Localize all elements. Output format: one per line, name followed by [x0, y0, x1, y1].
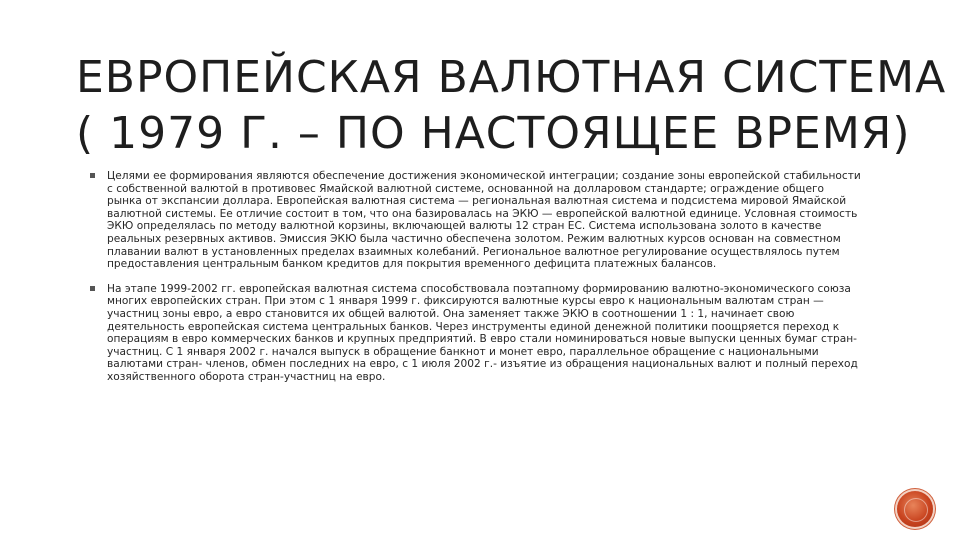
slide-content — [90, 170, 862, 384]
square-bullet-icon — [90, 173, 95, 178]
round-logo-icon — [897, 491, 933, 527]
paragraph-euro-stage — [90, 283, 862, 384]
paragraph-goals — [90, 170, 862, 271]
square-bullet-icon — [90, 286, 95, 291]
paragraph-goals-text: Целями ее формирования являются обеспечение достижения экономической интеграции; создание зоны европейской стабильности с собственной валютой в противовес Ямайской валютной системе, основанной на долларовом стандарте; ограждение общего рынка от экспансии доллара. Европейская валютная система — региональная валютная система и подсистема мировой Ямайской валютной системы. Ее отличие состоит в том, что она базировалась на ЭКЮ — европейской валютной единице. Условная стоимость ЭКЮ определялась по методу валютной корзины, включающей валюты 12 стран ЕС. Система использована золото в качестве реальных резервных активов. Эмиссия ЭКЮ была частично обеспечена золотом. Режим валютных курсов основан на совместном плавании валют в установленных пределах взаимных колебаний. Региональное валютное регулирование осуществлялось путем предоставления центральным банком кредитов для покрытия временного дефицита платежных балансов. — [107, 170, 861, 271]
title-line-2: ( 1979 Г. – ПО НАСТОЯЩЕЕ ВРЕМЯ) — [76, 108, 911, 159]
slide-title — [76, 50, 947, 162]
paragraph-euro-stage-text: На этапе 1999-2002 гг. европейская валютная система способствовала поэтапному формированию валютно-экономического союза многих европейских стран. При этом с 1 января 1999 г. фиксируются валютные курсы евро к национальным валютам стран — участниц зоны евро, а евро становится их общей валютой. Она заменяет также ЭКЮ в соотношении 1 : 1, начинает свою деятельность европейская система центральных банков. Через инструменты единой денежной политики поощряется переход к операциям в евро коммерческих банков и крупных предприятий. В евро стали номинироваться новые выпуски ценных бумаг стран-участниц. С 1 января 2002 г. начался выпуск в обращение банкнот и монет евро, параллельное обращение с национальными валютами стран- членов, обмен последних на евро, с 1 июля 2002 г.- изъятие из обращения национальных валют и полный переход хозяйственного оборота стран-участниц на евро. — [107, 282, 858, 383]
logo-ring — [904, 498, 928, 522]
title-line-1: ЕВРОПЕЙСКАЯ ВАЛЮТНАЯ СИСТЕМА — [76, 52, 947, 103]
